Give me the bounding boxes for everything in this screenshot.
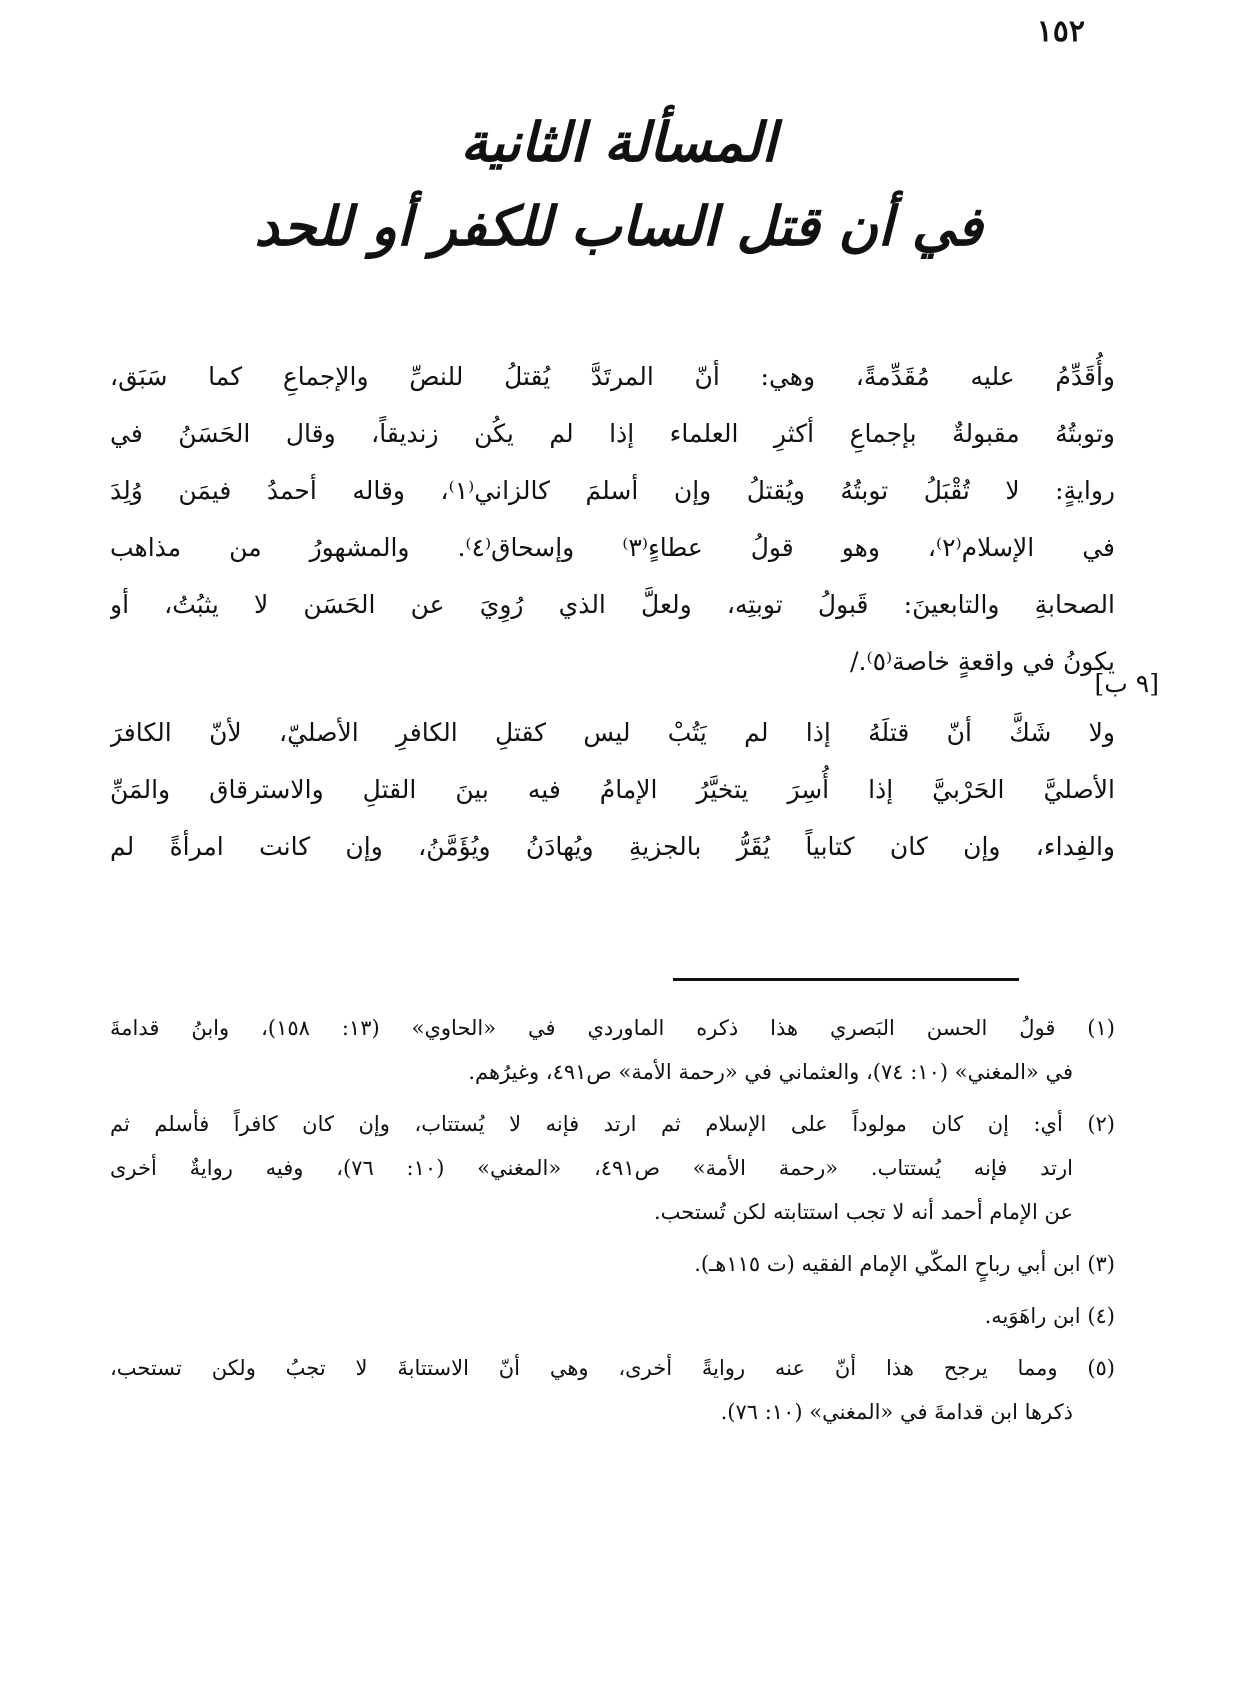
footnote-separator	[673, 978, 1019, 981]
footnote-4	[110, 1294, 1115, 1338]
text-line: وأُقَدِّمُ عليه مُقَدِّمةً، وهي: أنّ المرتَدَّ يُقتلُ للنصِّ والإجماعِ كما سَبَق،	[110, 362, 1115, 391]
footnote-line: ارتد فإنه يُستتاب. «رحمة الأمة» ص٤٩١، «المغني» (١٠: ٧٦)، وفيه روايةٌ أخرى	[110, 1156, 1073, 1180]
footnote-line: ذكرها ابن قدامةَ في «المغني» (١٠: ٧٦).	[720, 1400, 1073, 1424]
text-line: والفِداء، وإن كان كتابياً يُقَرُّ بالجزيةِ ويُهادَنُ ويُؤَمَّنُ، وإن كانت امرأةً لم	[110, 832, 1115, 861]
footnote-1	[110, 1006, 1115, 1094]
footnote-line: (١) قولُ الحسن البَصري هذا ذكره الماوردي في «الحاوي» (١٣: ١٥٨)، وابنُ قدامةَ	[110, 1016, 1115, 1040]
footnote-line: (٥) ومما يرجح هذا أنّ عنه روايةً أخرى، وهي أنّ الاستتابةَ لا تجبُ ولكن تستحب،	[110, 1356, 1115, 1380]
footnote-2	[110, 1102, 1115, 1234]
footnote-line: (٤) ابن راهَوَيه.	[984, 1304, 1115, 1328]
manuscript-folio-marker: [٩ ب]	[1094, 669, 1159, 698]
footnotes	[110, 1006, 1115, 1442]
main-text	[110, 348, 1115, 875]
footnote-line: (٣) ابن أبي رباحٍ المكّي الإمام الفقيه (ت ١١٥هـ).	[694, 1252, 1115, 1276]
text-line: وتوبتُهُ مقبولةٌ بإجماعِ أكثرِ العلماء إذا لم يكُن زنديقاً، وقال الحَسَنُ في	[110, 419, 1115, 448]
text-line: الصحابةِ والتابعينَ: قَبولُ توبتِه، ولعلَّ الذي رُوِيَ عن الحَسَن لا يثبُتُ، أو	[110, 590, 1115, 619]
paragraph-2	[110, 704, 1115, 875]
footnote-3	[110, 1242, 1115, 1286]
footnote-line: عن الإمام أحمد أنه لا تجب استتابته لكن تُستحب.	[654, 1200, 1073, 1224]
footnote-line: في «المغني» (١٠: ٧٤)، والعثماني في «رحمة الأمة» ص٤٩١، وغيرُهم.	[468, 1060, 1073, 1084]
text-line: الأصليَّ الحَرْبيَّ إذا أُسِرَ يتخيَّرُ الإمامُ فيه بينَ القتلِ والاسترقاق والمَنِّ	[110, 775, 1115, 804]
paragraph-1	[110, 348, 1115, 690]
title-line-2: في أن قتل الساب للكفر أو للحد	[254, 194, 983, 258]
footnote-5	[110, 1346, 1115, 1434]
chapter-title	[0, 100, 1237, 268]
text-line: روايةٍ: لا تُقْبَلُ توبتُهُ ويُقتلُ وإن أسلمَ كالزاني⁽١⁾، وقاله أحمدُ فيمَن وُلِدَ	[110, 476, 1115, 505]
title-line-1: المسألة الثانية	[460, 110, 777, 174]
text-line: في الإسلام⁽٢⁾، وهو قولُ عطاءٍ⁽٣⁾ وإسحاق⁽٤⁾. والمشهورُ من مذاهب	[110, 533, 1115, 562]
text-line: يكونُ في واقعةٍ خاصة⁽٥⁾./	[850, 647, 1115, 676]
text-line: ولا شَكَّ أنّ قتلَهُ إذا لم يَتُبْ ليس كقتلِ الكافرِ الأصليّ، لأنّ الكافرَ	[110, 718, 1115, 747]
footnote-line: (٢) أي: إن كان مولوداً على الإسلام ثم ارتد فإنه لا يُستتاب، وإن كان كافراً فأسلم ثم	[110, 1112, 1115, 1136]
page-number: ١٥٢	[1036, 14, 1085, 49]
